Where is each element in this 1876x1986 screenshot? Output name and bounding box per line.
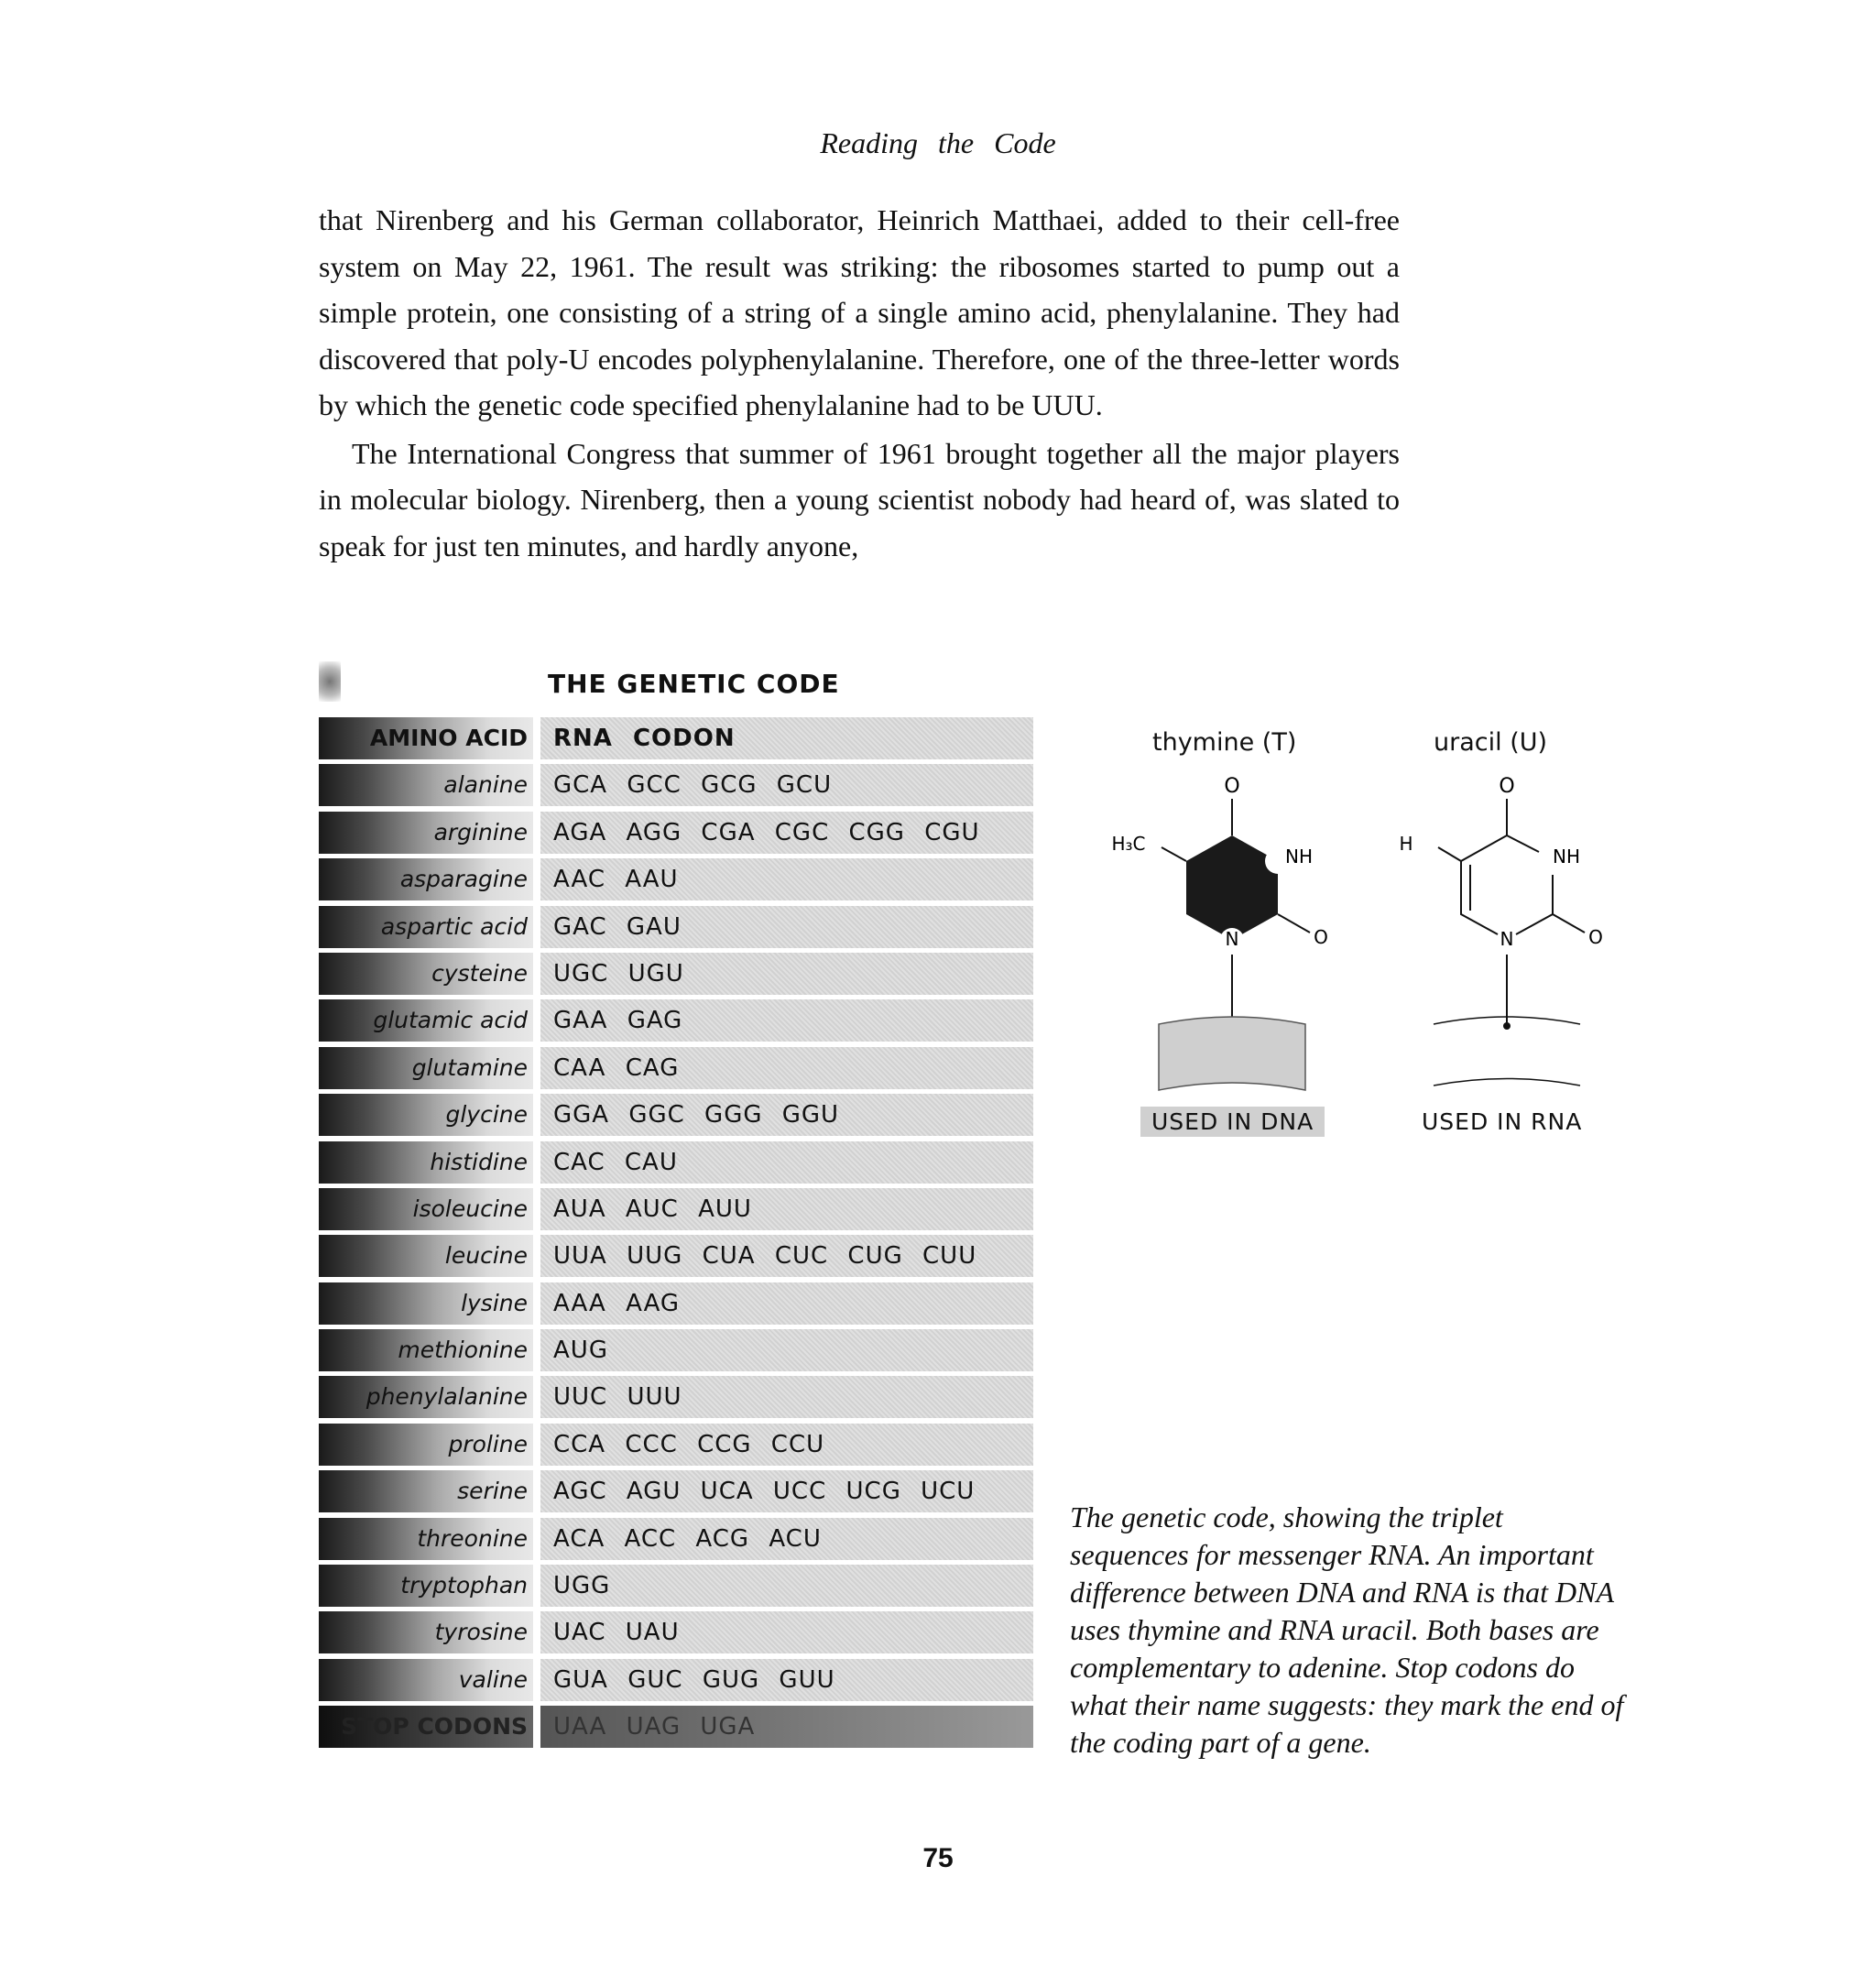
uracil-n: N	[1500, 928, 1514, 950]
codon-list: AGC AGU UCA UCC UCG UCU	[553, 1478, 976, 1506]
amino-acid-name: proline	[448, 1430, 528, 1457]
amino-acid-name: methionine	[398, 1337, 528, 1364]
amino-acid-cell	[319, 1470, 533, 1512]
thymine-n: N	[1225, 928, 1239, 950]
table-row	[319, 906, 1033, 948]
stop-codons-row	[319, 1706, 1033, 1748]
table-row	[319, 999, 1033, 1042]
thymine-structure	[1111, 775, 1327, 1090]
amino-acid-name: threonine	[417, 1524, 528, 1552]
codon-cell	[540, 1518, 1033, 1560]
dna-backbone	[1159, 1017, 1305, 1090]
table-row	[319, 1329, 1033, 1371]
amino-acid-name: tyrosine	[434, 1619, 528, 1646]
paragraph-1: that Nirenberg and his German collaborator, Heinrich Matthaei, added to their cell-free system on May 22, 1961. The result was striking: the ribosomes started to pump out a simple protein, one consisting of a string of a single amino acid, phenylalanine. They had discovered that poly-U encodes polyphenylalanine. Therefore, one of the three-letter words by which the genetic code specified phenylalanine had to be UUU.	[319, 203, 1400, 421]
rna-backbone-bottom	[1434, 1079, 1580, 1086]
amino-acid-name: cysteine	[431, 959, 528, 987]
codon-list: UAC UAU	[553, 1619, 680, 1647]
thymine-nh: NH	[1285, 846, 1313, 868]
amino-acid-name: asparagine	[399, 866, 528, 893]
codon-list: UGG	[553, 1572, 611, 1600]
table-row	[319, 764, 1033, 806]
uracil-o-top: O	[1499, 775, 1515, 798]
amino-acid-cell	[319, 764, 533, 806]
amino-acid-name: serine	[457, 1478, 528, 1505]
table-row	[319, 1094, 1033, 1136]
amino-acid-name: aspartic acid	[380, 912, 528, 940]
codon-cell	[540, 1565, 1033, 1607]
codon-cell	[540, 812, 1033, 854]
amino-acid-cell	[319, 1329, 533, 1371]
codon-list: AAA AAG	[553, 1289, 681, 1317]
codon-list: CCA CCC CCG CCU	[553, 1430, 825, 1458]
codon-cell	[540, 999, 1033, 1042]
amino-acid-cell	[319, 953, 533, 995]
amino-acid-name: leucine	[444, 1242, 528, 1270]
codon-cell	[540, 858, 1033, 900]
amino-acid-name: glutamic acid	[373, 1007, 528, 1034]
body-text	[319, 197, 1400, 571]
codon-cell	[540, 1659, 1033, 1701]
codon-cell	[540, 764, 1033, 806]
codon-list: UUA UUG CUA CUC CUG CUU	[553, 1242, 977, 1271]
table-row	[319, 1235, 1033, 1277]
codon-list: CAA CAG	[553, 1053, 680, 1082]
running-head: Reading the Code	[820, 126, 1056, 159]
genetic-code-title: THE GENETIC CODE	[548, 669, 840, 699]
genetic-code-table	[319, 717, 1033, 1753]
amino-acid-cell	[319, 1141, 533, 1184]
codon-list: UUC UUU	[553, 1383, 682, 1412]
codon-cell	[540, 1141, 1033, 1184]
uracil-bond	[1553, 914, 1585, 933]
codon-cell	[540, 1611, 1033, 1653]
page-number: 75	[922, 1843, 954, 1873]
codon-cell	[540, 1235, 1033, 1277]
amino-acid-cell	[319, 812, 533, 854]
table-row	[319, 1611, 1033, 1653]
uracil-ring-right	[1516, 875, 1553, 934]
thymine-methyl: H₃C	[1111, 833, 1146, 855]
codon-list: AGA AGG CGA CGC CGG CGU	[553, 818, 980, 846]
table-row	[319, 1376, 1033, 1418]
amino-acid-cell	[319, 906, 533, 948]
amino-acid-name: arginine	[433, 818, 528, 846]
table-row	[319, 858, 1033, 900]
amino-acid-cell	[319, 1518, 533, 1560]
thymine-label: thymine (T)	[1152, 728, 1297, 757]
print-smudge	[319, 661, 341, 702]
amino-acid-cell	[319, 1094, 533, 1136]
amino-acid-name: histidine	[430, 1148, 528, 1175]
codon-cell	[540, 1376, 1033, 1418]
codon-list: GCA GCC GCG GCU	[553, 771, 833, 800]
amino-acid-cell	[319, 1565, 533, 1607]
codon-list: UAA UAG UGA	[553, 1713, 756, 1741]
amino-acid-cell	[319, 999, 533, 1042]
amino-acid-header: AMINO ACID	[369, 725, 528, 751]
thymine-o-right: O	[1314, 926, 1328, 948]
amino-acid-cell	[319, 1188, 533, 1230]
thymine-ring	[1186, 835, 1278, 940]
amino-acid-cell	[319, 1282, 533, 1325]
codon-list: GAA GAG	[553, 1007, 683, 1035]
codon-cell	[540, 1329, 1033, 1371]
base-structures-diagram	[1081, 760, 1631, 1118]
codon-cell	[540, 1470, 1033, 1512]
amino-acid-header-cell	[319, 717, 533, 759]
table-row	[319, 812, 1033, 854]
used-in-rna-label: USED IN RNA	[1422, 1108, 1583, 1135]
amino-acid-name: valine	[458, 1665, 528, 1693]
codon-cell	[540, 1706, 1033, 1748]
amino-acid-cell	[319, 1424, 533, 1466]
thymine-bond	[1162, 847, 1186, 861]
table-row	[319, 1565, 1033, 1607]
amino-acid-cell	[319, 1047, 533, 1089]
codon-list: GUA GUC GUG GUU	[553, 1665, 835, 1694]
table-row	[319, 1047, 1033, 1089]
codon-list: UGC UGU	[553, 959, 684, 988]
amino-acid-name: tryptophan	[400, 1572, 528, 1599]
amino-acid-cell	[319, 1235, 533, 1277]
amino-acid-cell	[319, 858, 533, 900]
codon-cell	[540, 1282, 1033, 1325]
table-row	[319, 1518, 1033, 1560]
table-row	[319, 1282, 1033, 1325]
amino-acid-name: lysine	[461, 1289, 528, 1316]
uracil-o-right: O	[1588, 926, 1603, 948]
used-in-dna-label: USED IN DNA	[1140, 1107, 1325, 1137]
rna-codon-header: RNA CODON	[553, 725, 736, 752]
codon-list: AUG	[553, 1337, 608, 1365]
amino-acid-name: phenylalanine	[365, 1383, 528, 1411]
amino-acid-cell	[319, 1706, 533, 1748]
codon-list: GAC GAU	[553, 912, 682, 941]
amino-acid-name: alanine	[443, 771, 528, 799]
table-row	[319, 1470, 1033, 1512]
table-row	[319, 1188, 1033, 1230]
codon-cell	[540, 1188, 1033, 1230]
uracil-structure	[1399, 775, 1602, 1086]
table-row	[319, 1659, 1033, 1701]
codon-cell	[540, 1424, 1033, 1466]
codon-cell	[540, 953, 1033, 995]
amino-acid-cell	[319, 1376, 533, 1418]
table-row	[319, 1141, 1033, 1184]
paragraph-2: The International Congress that summer of 1961 brought together all the major players in molecular biology. Nirenberg, then a young scientist nobody had heard of, was slated to speak for just ten minutes, and hardly anyone,	[319, 436, 1400, 562]
codon-cell	[540, 1047, 1033, 1089]
codon-list: CAC CAU	[553, 1148, 678, 1176]
uracil-h: H	[1399, 833, 1413, 855]
table-header-row	[319, 717, 1033, 759]
amino-acid-name: glutamine	[411, 1053, 528, 1081]
amino-acid-cell	[319, 1611, 533, 1653]
thymine-bond	[1278, 914, 1310, 933]
table-row	[319, 1424, 1033, 1466]
uracil-nh: NH	[1553, 846, 1580, 868]
amino-acid-name: glycine	[445, 1101, 528, 1129]
rna-codon-header-cell	[540, 717, 1033, 759]
codon-cell	[540, 1094, 1033, 1136]
amino-acid-cell	[319, 1659, 533, 1701]
codon-list: AAC AAU	[553, 866, 679, 894]
thymine-o-top: O	[1224, 775, 1240, 798]
codon-list: AUA AUC AUU	[553, 1195, 752, 1223]
figure-caption: The genetic code, showing the triplet sequences for messenger RNA. An important difference between DNA and RNA is that DNA uses thymine and RNA uracil. Both bases are complementary to adenine. Stop codons do what their name suggests: they mark the end of the coding part of a gene.	[1070, 1500, 1624, 1759]
uracil-bond	[1438, 847, 1461, 861]
uracil-label: uracil (U)	[1434, 728, 1548, 757]
amino-acid-name: isoleucine	[412, 1195, 528, 1222]
uracil-ring-left	[1461, 835, 1539, 934]
codon-cell	[540, 906, 1033, 948]
amino-acid-name: STOP CODONS	[341, 1713, 528, 1740]
codon-list: ACA ACC ACG ACU	[553, 1524, 822, 1553]
codon-list: GGA GGC GGG GGU	[553, 1101, 840, 1129]
table-row	[319, 953, 1033, 995]
uracil-attachment	[1503, 1022, 1511, 1030]
